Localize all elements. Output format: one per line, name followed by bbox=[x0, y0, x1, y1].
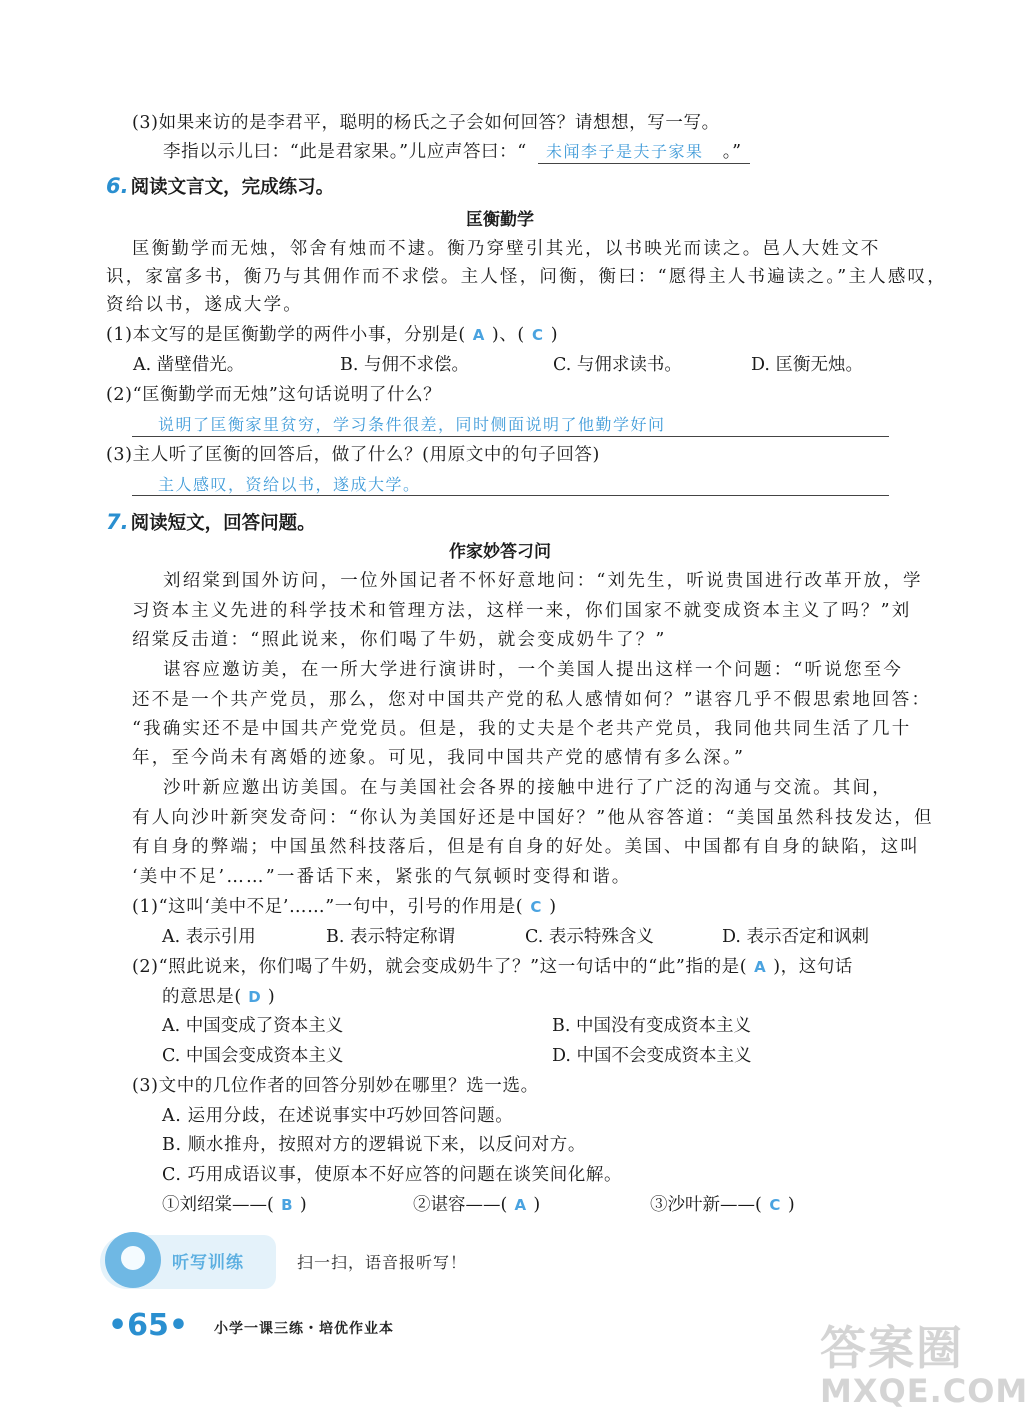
q7-item1 bbox=[132, 894, 557, 920]
q7-passage-line: 有人向沙叶新突发奇问：“你认为美国好还是中国好？”他从容答道：“美国虽然科技发达，但 bbox=[132, 808, 934, 828]
q5-item3-post: 。” bbox=[722, 142, 742, 162]
q7-item2-line2-post: ) bbox=[267, 987, 276, 1007]
q7-item2-answer-a: A bbox=[754, 958, 767, 976]
book-title: 小学一课三练・培优作业本 bbox=[214, 1321, 394, 1337]
q6-item2-prompt: (2)“匡衡勤学而无烛”这句话说明了什么？ bbox=[106, 385, 442, 405]
q6-item1-mid: )、( bbox=[491, 325, 525, 345]
q7-item1-post: ) bbox=[549, 897, 557, 917]
q6-heading bbox=[106, 173, 334, 201]
q7-item3-choice: B. 顺水推舟，按照对方的逻辑说下来，以反问对方。 bbox=[162, 1135, 586, 1155]
q7-match-close: ) bbox=[299, 1195, 307, 1215]
q7-match-answer: B bbox=[281, 1196, 293, 1214]
q6-item1 bbox=[106, 322, 558, 348]
q6-item1-option: B. 与佣不求偿。 bbox=[340, 355, 469, 375]
q7-item2-pre: (2)“照此说来，你们喝了牛奶，就会变成奶牛了？”这一句话中的“此”指的是( bbox=[132, 957, 748, 977]
q7-match-close: ) bbox=[787, 1195, 795, 1215]
scan-instruction: 扫一扫，语音报听写！ bbox=[297, 1253, 468, 1272]
watermark bbox=[820, 1312, 1028, 1410]
q7-item2-option: D. 中国不会变成资本主义 bbox=[552, 1046, 752, 1066]
dictation-badge-label: 听写训练 bbox=[172, 1253, 244, 1273]
q7-item2-line2 bbox=[162, 984, 275, 1010]
q7-passage-line: 绍棠反击道：“照此说来，你们喝了牛奶，就会变成奶牛了？” bbox=[132, 630, 667, 650]
q7-match-item bbox=[162, 1192, 307, 1218]
q7-match-answer: C bbox=[769, 1196, 781, 1214]
q6-item3-prompt: (3)主人听了匡衡的回答后，做了什么？(用原文中的句子回答) bbox=[106, 445, 600, 465]
q7-passage-line: 习资本主义先进的科学技术和管理方法，这样一来，你们国家不就变成资本主义了吗？”刘 bbox=[132, 601, 912, 621]
q6-item1-pre: (1)本文写的是匡衡勤学的两件小事，分别是( bbox=[106, 325, 466, 345]
q6-passage-line: 识，家富多书，衡乃与其佣作而不求偿。主人怪，问衡，衡曰：“愿得主人书遍读之。”主人感叹， bbox=[106, 267, 947, 287]
q5-item3-prompt: (3)如果来访的是李君平，聪明的杨氏之子会如何回答？请想想，写一写。 bbox=[132, 113, 720, 133]
q6-item1-option: C. 与佣求读书。 bbox=[553, 355, 682, 375]
q7-item2-option: B. 中国没有变成资本主义 bbox=[552, 1016, 751, 1036]
q6-title: 阅读文言文，完成练习。 bbox=[130, 177, 335, 198]
watermark-sub: MXQE.COM bbox=[820, 1372, 1028, 1410]
page-number: •65• bbox=[108, 1308, 189, 1343]
q7-item3-prompt: (3)文中的几位作者的回答分别妙在哪里？选一选。 bbox=[132, 1076, 539, 1096]
q7-item1-option: C. 表示特殊含义 bbox=[525, 927, 654, 947]
q6-item1-answer-b: C bbox=[531, 326, 544, 344]
q7-passage-line: 还不是一个共产党员，那么，您对中国共产党的私人感情如何？”谌容几乎不假思索地回答： bbox=[132, 690, 932, 710]
q7-heading bbox=[106, 509, 316, 537]
q7-item2 bbox=[132, 954, 853, 980]
q5-item3-answer: 未闻李子是夫子家果 bbox=[546, 142, 704, 161]
q6-number: 6. bbox=[106, 174, 129, 198]
q7-item3-choice: C. 巧用成语议事，使原本不好应答的问题在谈笑间化解。 bbox=[162, 1165, 623, 1185]
q7-match-label: ③沙叶新——( bbox=[650, 1195, 762, 1215]
q6-item2-answer: 说明了匡衡家里贫穷，学习条件很差，同时侧面说明了他勤学好问 bbox=[158, 415, 666, 434]
q6-item1-option: A. 凿壁借光。 bbox=[133, 355, 245, 375]
q7-match-label: ②谌容——( bbox=[413, 1195, 508, 1215]
q7-passage-line: 年，至今尚未有离婚的迹象。可见，我同中国共产党的感情有多么深。” bbox=[132, 748, 746, 768]
q7-passage-line: 刘绍棠到国外访问，一位外国记者不怀好意地问：“刘先生，听说贵国进行改革开放，学 bbox=[163, 571, 923, 591]
q7-match-close: ) bbox=[533, 1195, 541, 1215]
q6-item1-option: D. 匡衡无烛。 bbox=[751, 355, 864, 375]
q6-passage-line: 匡衡勤学而无烛，邻舍有烛而不逮。衡乃穿壁引其光，以书映光而读之。邑人大姓文不 bbox=[132, 239, 881, 259]
headset-icon bbox=[105, 1232, 161, 1288]
q7-item2-mid: )，这句话 bbox=[773, 957, 854, 977]
q7-passage-line: 谌容应邀访美，在一所大学进行演讲时，一个美国人提出这样一个问题：“听说您至今 bbox=[163, 660, 904, 680]
q6-item1-answer-a: A bbox=[472, 326, 485, 344]
q7-title: 阅读短文，回答问题。 bbox=[130, 513, 316, 534]
q5-item3-pre: 李指以示儿曰：“此是君家果。”儿应声答曰：“ bbox=[163, 142, 527, 162]
q7-item2-line2-pre: 的意思是( bbox=[162, 987, 242, 1007]
q6-item3-answer: 主人感叹，资给以书，遂成大学。 bbox=[158, 475, 421, 494]
q7-match-item bbox=[650, 1192, 795, 1218]
q6-article-title: 匡衡勤学 bbox=[466, 210, 534, 230]
q7-match-answer: A bbox=[514, 1196, 527, 1214]
q6-item3-answer-line bbox=[132, 495, 889, 496]
q7-item2-option: C. 中国会变成资本主义 bbox=[162, 1046, 344, 1066]
q7-match-item bbox=[413, 1192, 540, 1218]
q7-article-title: 作家妙答刁问 bbox=[449, 542, 551, 562]
watermark-main: 答案圈 bbox=[820, 1321, 964, 1375]
q7-passage-line: ‘美中不足’……”一番话下来，紧张的气氛顿时变得和谐。 bbox=[132, 867, 632, 887]
q6-passage-line: 资给以书，遂成大学。 bbox=[106, 295, 303, 315]
q7-item1-answer: C bbox=[530, 898, 543, 916]
q7-number: 7. bbox=[106, 510, 129, 534]
q7-passage-line: 沙叶新应邀出访美国。在与美国社会各界的接触中进行了广泛的沟通与交流。其间， bbox=[163, 778, 892, 798]
q7-item1-pre: (1)“这叫‘美中不足’……”一句中，引号的作用是( bbox=[132, 897, 524, 917]
q7-item1-option: D. 表示否定和讽刺 bbox=[722, 927, 870, 947]
q7-match-label: ①刘绍棠——( bbox=[162, 1195, 274, 1215]
q5-item3-answer-line bbox=[538, 163, 750, 164]
q6-item2-answer-line bbox=[132, 436, 889, 437]
q7-passage-line: 有自身的弊端；中国虽然科技落后，但是有自身的好处。美国、中国都有自身的缺陷，这叫 bbox=[132, 837, 920, 857]
q7-item2-option: A. 中国变成了资本主义 bbox=[162, 1016, 344, 1036]
q6-item1-post: ) bbox=[550, 325, 559, 345]
q7-passage-line: “我确实还不是中国共产党党员。但是，我的丈夫是个老共产党员，我同他共同生活了几十 bbox=[132, 719, 912, 739]
q7-item1-option: B. 表示特定称谓 bbox=[326, 927, 455, 947]
q7-item3-choice: A. 运用分歧，在述说事实中巧妙回答问题。 bbox=[162, 1106, 514, 1126]
q5-item3-sentence bbox=[163, 139, 742, 165]
q7-item1-option: A. 表示引用 bbox=[162, 927, 256, 947]
q7-item2-answer-b: D bbox=[248, 988, 262, 1006]
